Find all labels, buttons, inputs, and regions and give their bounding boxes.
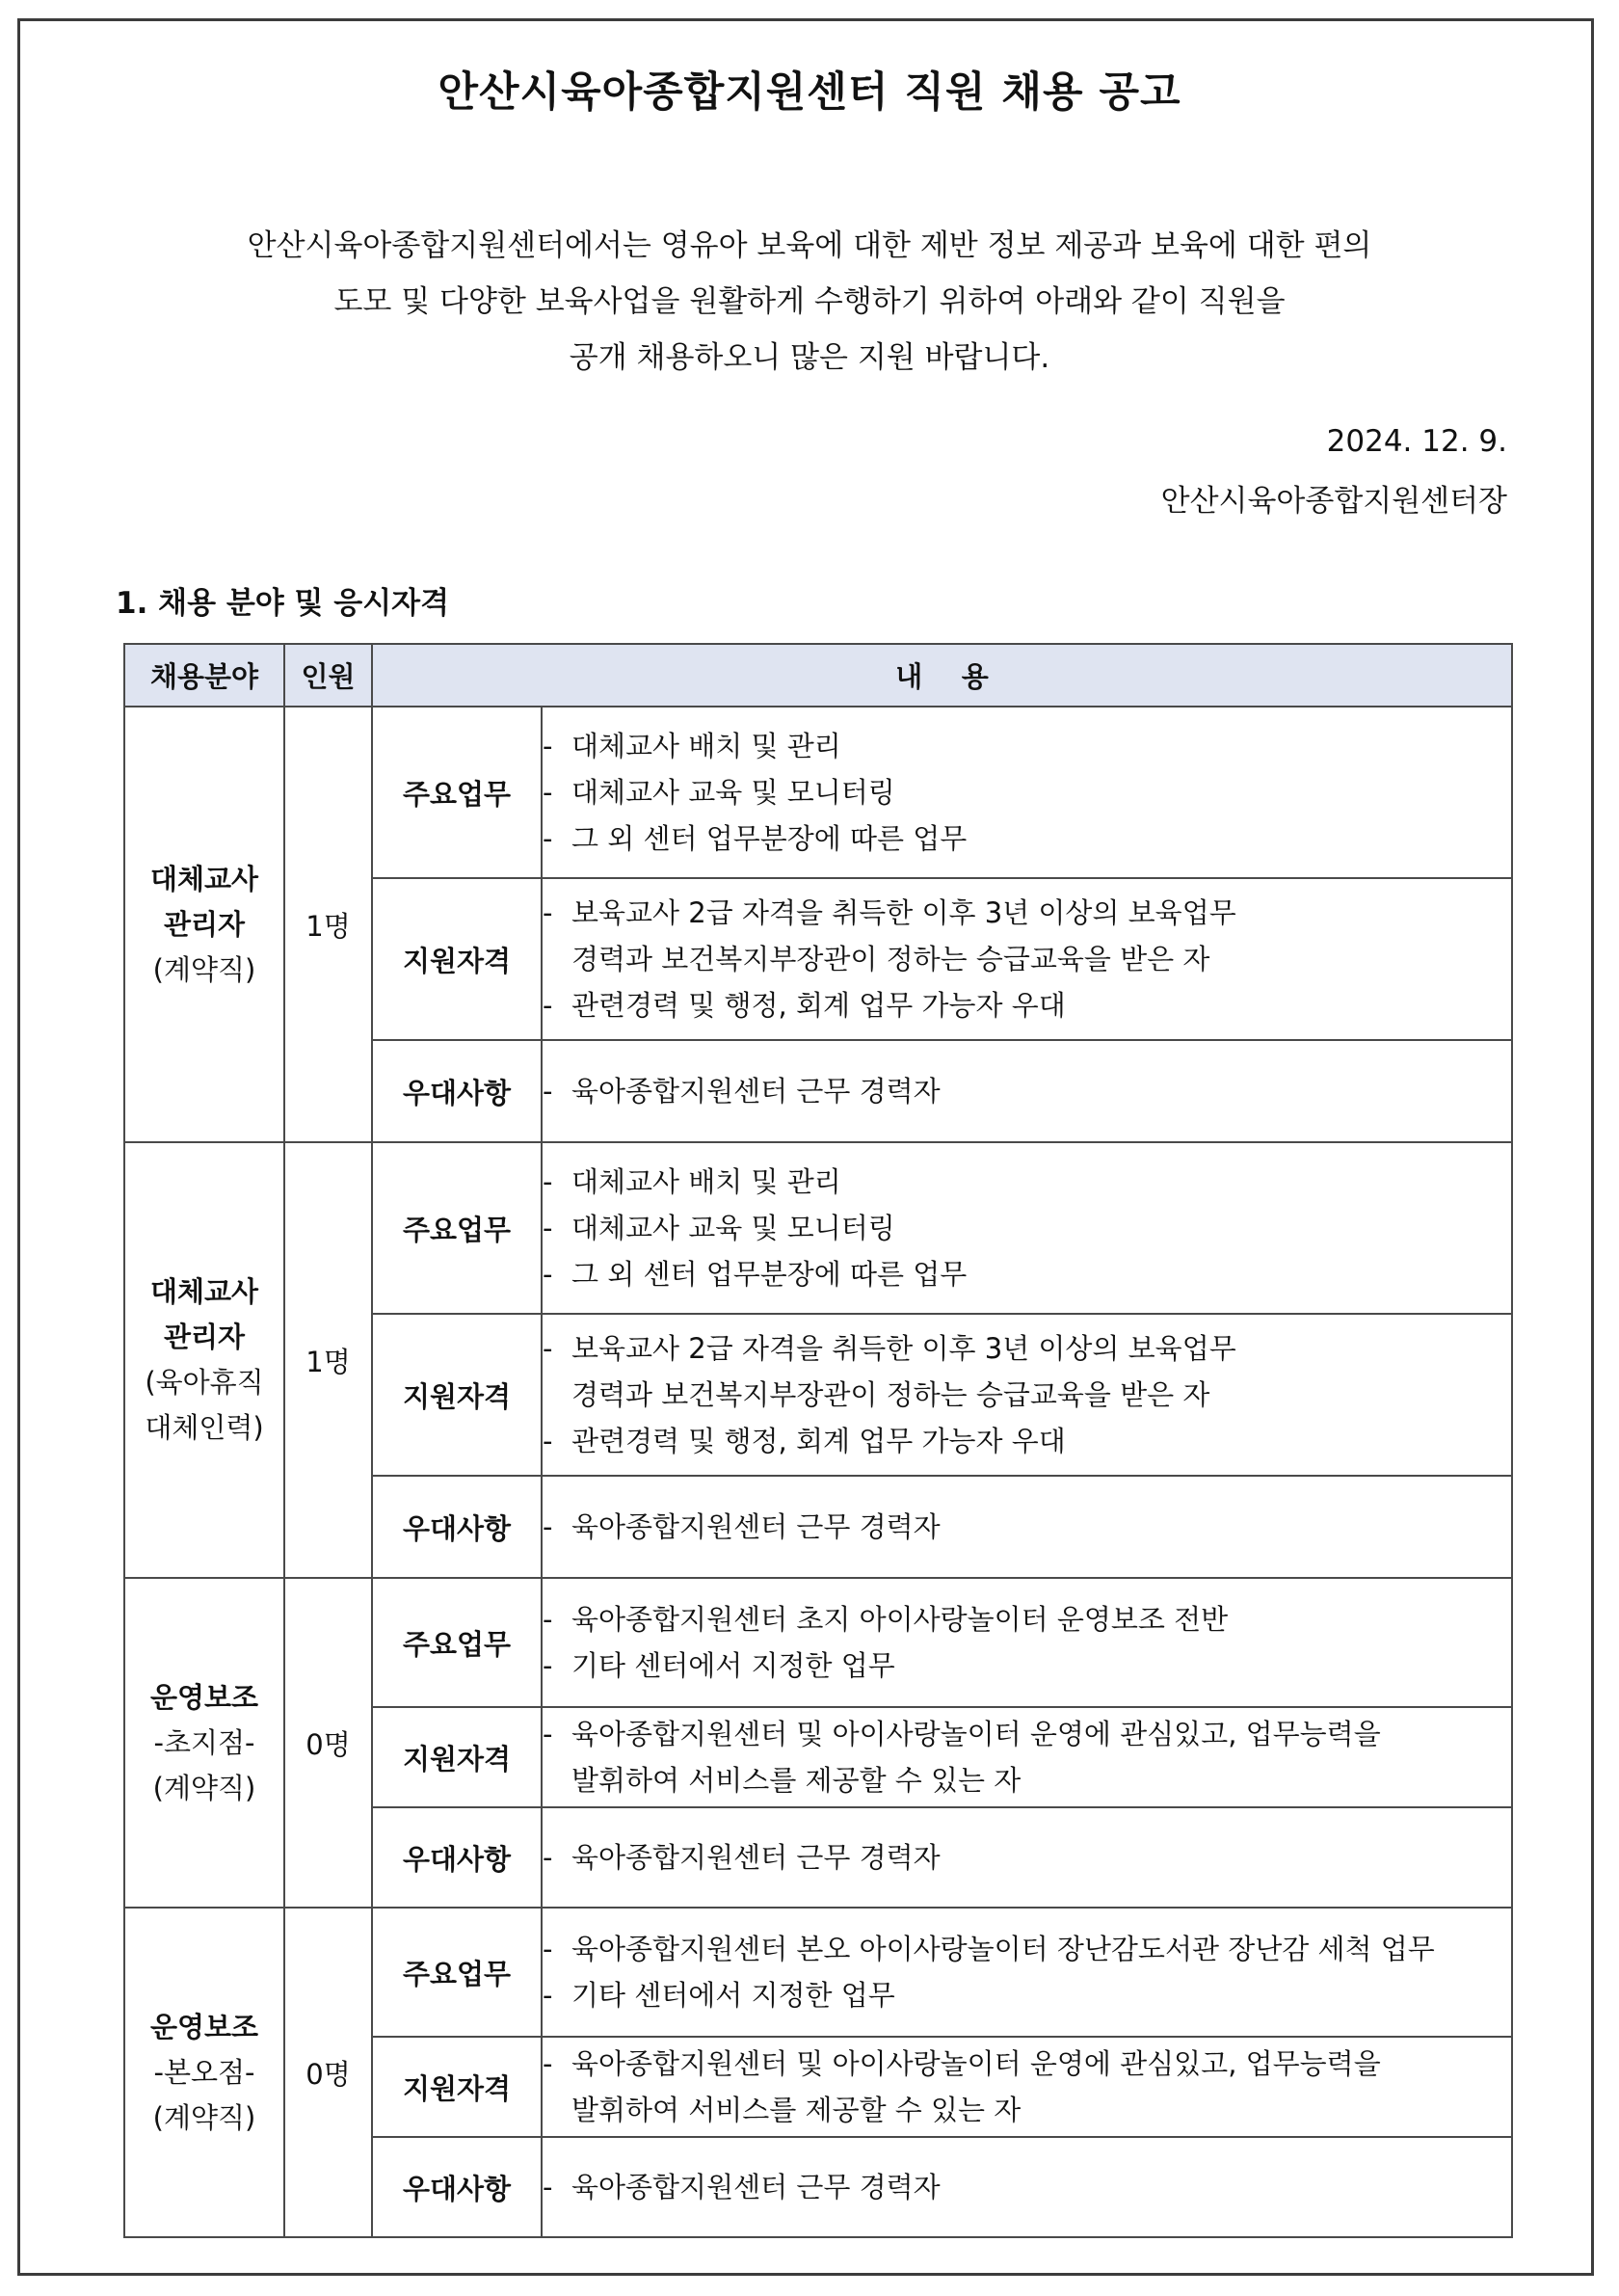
detail-text: 기타 센터에서 지정한 업무 — [571, 1649, 895, 1682]
bullet-dash: - — [543, 1841, 553, 1874]
announcement-date: 2024. 12. 9. — [1326, 424, 1507, 459]
detail-text: 육아종합지원센터 및 아이사랑놀이터 운영에 관심있고, 업무능력을 발휘하여 서비스를 제공할 수 있는 자 — [571, 1718, 1381, 1797]
detail-list-item — [543, 1325, 1511, 1418]
detail-category-label: 우대사항 — [372, 2137, 542, 2237]
job-field-type: 대체인력) — [145, 1411, 264, 1444]
bullet-dash: - — [543, 1332, 553, 1365]
detail-list-item — [543, 723, 1511, 769]
detail-items-cell — [542, 2137, 1512, 2237]
table-header-row — [124, 644, 1512, 707]
bullet-dash: - — [543, 1649, 553, 1682]
bullet-dash: - — [543, 822, 553, 855]
intro-line: 공개 채용하오니 많은 지원 바랍니다. — [569, 340, 1050, 375]
detail-list-item — [543, 982, 1511, 1028]
table-row — [124, 707, 1512, 878]
detail-text: 대체교사 교육 및 모니터링 — [571, 1212, 895, 1244]
detail-text: 육아종합지원센터 근무 경력자 — [571, 1510, 941, 1543]
detail-items-cell — [542, 707, 1512, 878]
table-row — [124, 1908, 1512, 2037]
detail-category-label: 우대사항 — [372, 1807, 542, 1908]
detail-list-item — [543, 2164, 1511, 2210]
bullet-dash: - — [543, 2171, 553, 2203]
detail-list-item — [543, 890, 1511, 982]
detail-list-item — [543, 1972, 1511, 2018]
headcount-cell: 1명 — [284, 707, 372, 1142]
bullet-dash: - — [543, 2047, 553, 2080]
header-content: 내 용 — [372, 644, 1512, 707]
intro-line: 안산시육아종합지원센터에서는 영유아 보육에 대한 제반 정보 제공과 보육에 대한 편의 — [247, 228, 1372, 263]
issuing-organization: 안산시육아종합지원센터장 — [1160, 484, 1507, 519]
job-field-type: -초지점- — [153, 1725, 255, 1759]
bullet-dash: - — [543, 1603, 553, 1636]
bullet-dash: - — [543, 1510, 553, 1543]
table-row — [124, 1578, 1512, 1707]
header-count: 인원 — [284, 644, 372, 707]
detail-text: 육아종합지원센터 근무 경력자 — [571, 1075, 941, 1108]
job-field-name: 대체교사 — [149, 1275, 259, 1308]
detail-items-cell — [542, 1142, 1512, 1314]
job-field-type: (계약직) — [152, 952, 256, 986]
table-row — [124, 1142, 1512, 1314]
job-field-name: 대체교사 — [149, 862, 259, 895]
bullet-dash: - — [543, 1718, 553, 1750]
detail-list-item — [543, 1596, 1511, 1642]
detail-text: 관련경력 및 행정, 회계 업무 가능자 우대 — [571, 989, 1066, 1022]
detail-text: 육아종합지원센터 근무 경력자 — [571, 2171, 941, 2203]
detail-list-item — [543, 1418, 1511, 1464]
job-field-type: -본오점- — [153, 2055, 255, 2089]
detail-category-label: 지원자격 — [372, 1707, 542, 1807]
bullet-dash: - — [543, 1212, 553, 1244]
detail-list-item — [543, 1159, 1511, 1205]
bullet-dash: - — [543, 1075, 553, 1108]
detail-list-item — [543, 769, 1511, 815]
detail-items-cell — [542, 878, 1512, 1040]
detail-category-label: 주요업무 — [372, 1578, 542, 1707]
headcount-cell: 0명 — [284, 1578, 372, 1908]
detail-category-label: 지원자격 — [372, 1314, 542, 1476]
bullet-dash: - — [543, 776, 553, 809]
detail-category-label: 우대사항 — [372, 1476, 542, 1578]
job-field-name: 운영보조 — [149, 1680, 259, 1714]
bullet-dash: - — [543, 1933, 553, 1965]
job-field-name: 운영보조 — [149, 2010, 259, 2043]
table-body — [124, 707, 1512, 2237]
detail-text: 육아종합지원센터 초지 아이사랑놀이터 운영보조 전반 — [571, 1603, 1229, 1636]
job-field-type: (계약직) — [152, 1771, 256, 1804]
bullet-dash: - — [543, 730, 553, 762]
detail-text: 대체교사 배치 및 관리 — [571, 1165, 841, 1198]
detail-category-label: 지원자격 — [372, 2037, 542, 2137]
detail-items-cell — [542, 1908, 1512, 2037]
detail-list-item — [543, 1642, 1511, 1689]
detail-items-cell — [542, 1040, 1512, 1142]
page-title: 안산시육아종합지원센터 직원 채용 공고 — [438, 68, 1181, 117]
intro-line: 도모 및 다양한 보육사업을 원활하게 수행하기 위하여 아래와 같이 직원을 — [333, 284, 1286, 319]
detail-category-label: 우대사항 — [372, 1040, 542, 1142]
job-field-type: (육아휴직 — [145, 1366, 264, 1399]
detail-text: 대체교사 배치 및 관리 — [571, 730, 841, 762]
detail-items-cell — [542, 1476, 1512, 1578]
job-field-cell — [124, 1142, 284, 1578]
detail-text: 보육교사 2급 자격을 취득한 이후 3년 이상의 보육업무 경력과 보건복지부장관이 정하는 승급교육을 받은 자 — [571, 896, 1236, 975]
headcount-cell: 0명 — [284, 1908, 372, 2237]
bullet-dash: - — [543, 1979, 553, 2012]
detail-items-cell — [542, 1807, 1512, 1908]
detail-list-item — [543, 1711, 1511, 1803]
bullet-dash: - — [543, 1165, 553, 1198]
headcount-cell: 1명 — [284, 1142, 372, 1578]
detail-list-item — [543, 815, 1511, 862]
detail-items-cell — [542, 1578, 1512, 1707]
detail-items-cell — [542, 1707, 1512, 1807]
recruitment-table — [123, 643, 1513, 2238]
detail-text: 그 외 센터 업무분장에 따른 업무 — [571, 1258, 968, 1291]
detail-text: 육아종합지원센터 및 아이사랑놀이터 운영에 관심있고, 업무능력을 발휘하여 서비스를 제공할 수 있는 자 — [571, 2047, 1381, 2126]
header-field: 채용분야 — [124, 644, 284, 707]
job-field-cell — [124, 1578, 284, 1908]
detail-list-item — [543, 2041, 1511, 2133]
detail-list-item — [543, 1926, 1511, 1972]
job-field-name: 관리자 — [163, 907, 246, 941]
detail-text: 보육교사 2급 자격을 취득한 이후 3년 이상의 보육업무 경력과 보건복지부장관이 정하는 승급교육을 받은 자 — [571, 1332, 1236, 1411]
detail-list-item — [543, 1834, 1511, 1881]
detail-category-label: 주요업무 — [372, 707, 542, 878]
job-field-cell — [124, 707, 284, 1142]
detail-list-item — [543, 1504, 1511, 1550]
detail-text: 육아종합지원센터 근무 경력자 — [571, 1841, 941, 1874]
bullet-dash: - — [543, 989, 553, 1022]
detail-list-item — [543, 1251, 1511, 1297]
bullet-dash: - — [543, 1258, 553, 1291]
section-heading: 1. 채용 분야 및 응시자격 — [116, 586, 450, 621]
detail-text: 기타 센터에서 지정한 업무 — [571, 1979, 895, 2012]
detail-items-cell — [542, 1314, 1512, 1476]
intro-paragraph — [96, 218, 1523, 386]
detail-category-label: 지원자격 — [372, 878, 542, 1040]
detail-list-item — [543, 1068, 1511, 1114]
detail-text: 육아종합지원센터 본오 아이사랑놀이터 장난감도서관 장난감 세척 업무 — [571, 1933, 1435, 1965]
detail-category-label: 주요업무 — [372, 1908, 542, 2037]
bullet-dash: - — [543, 1425, 553, 1457]
bullet-dash: - — [543, 896, 553, 929]
job-field-type: (계약직) — [152, 2100, 256, 2134]
detail-text: 관련경력 및 행정, 회계 업무 가능자 우대 — [571, 1425, 1066, 1457]
job-field-name: 관리자 — [163, 1321, 246, 1353]
detail-category-label: 주요업무 — [372, 1142, 542, 1314]
detail-text: 그 외 센터 업무분장에 따른 업무 — [571, 822, 968, 855]
detail-text: 대체교사 교육 및 모니터링 — [571, 776, 895, 809]
detail-list-item — [543, 1205, 1511, 1251]
detail-items-cell — [542, 2037, 1512, 2137]
job-field-cell — [124, 1908, 284, 2237]
